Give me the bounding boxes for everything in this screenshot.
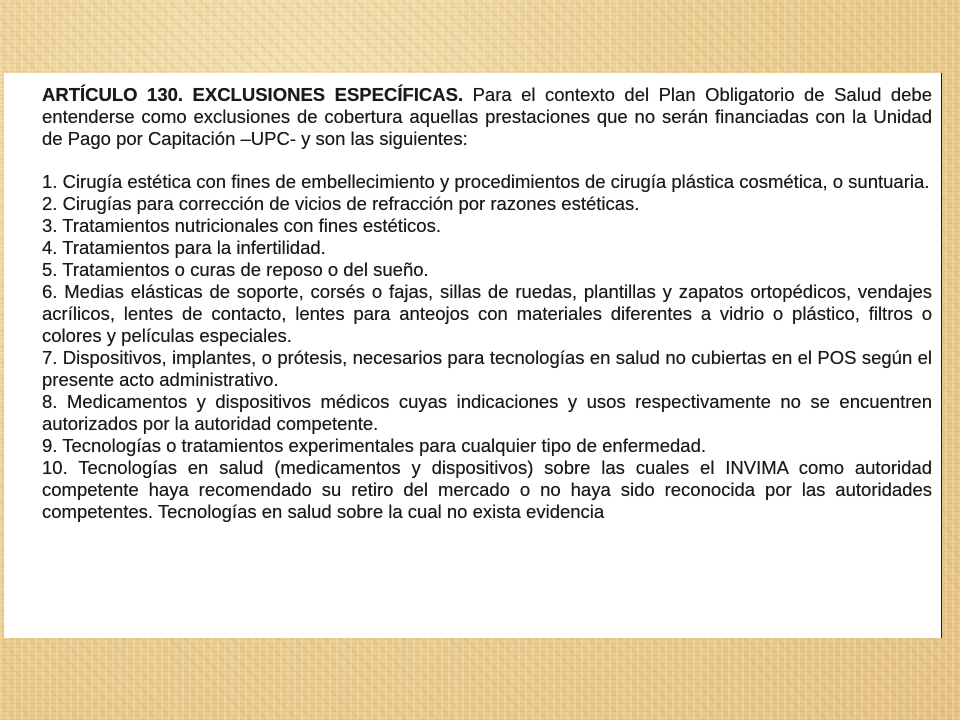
article-heading-paragraph [42,84,932,150]
article-intro: Para el contexto del Plan Obligatorio de Salud debe entenderse como exclusiones de cobertura aquellas prestaciones que no serán financiadas con la Unidad de Pago por Capitación –UPC- y son las siguientes: [42,84,933,149]
exclusion-item-9: 9. Tecnologías o tratamientos experimentales para cualquier tipo de enfermedad. [42,435,707,456]
exclusion-item-2: 2. Cirugías para corrección de vicios de refracción por razones estéticas. [42,193,640,214]
exclusion-item-4: 4. Tratamientos para la infertilidad. [42,237,326,258]
scanned-document-page [4,73,942,638]
exclusion-item-7: 7. Dispositivos, implantes, o prótesis, necesarios para tecnologías en salud no cubiertas en el POS según el presente acto administrativo. [42,347,932,390]
exclusion-item-10: 10. Tecnologías en salud (medicamentos y dispositivos) sobre las cuales el INVIMA como autoridad competente haya recomendado su retiro del mercado o no haya sido reconocida por las autoridades competentes. Tecnologías en salud sobre la cual no exista evidencia [42,457,932,522]
exclusion-item-5: 5. Tratamientos o curas de reposo o del sueño. [42,259,429,280]
exclusion-item-6: 6. Medias elásticas de soporte, corsés o fajas, sillas de ruedas, plantillas y zapatos ortopédicos, vendajes acrílicos, lentes de contacto, lentes para anteojos con materiales diferentes a vidrio o plástico, filtros o colores y películas especiales. [42,281,932,346]
document-body [42,84,932,523]
exclusion-item-8: 8. Medicamentos y dispositivos médicos cuyas indicaciones y usos respectivamente no se encuentren autorizados por la autoridad competente. [42,391,932,434]
exclusion-item-1: 1. Cirugía estética con fines de embellecimiento y procedimientos de cirugía plástica cosmética, o suntuaria. [42,171,930,192]
exclusion-item-3: 3. Tratamientos nutricionales con fines estéticos. [42,215,441,236]
article-title: ARTÍCULO 130. EXCLUSIONES ESPECÍFICAS. [42,84,464,105]
